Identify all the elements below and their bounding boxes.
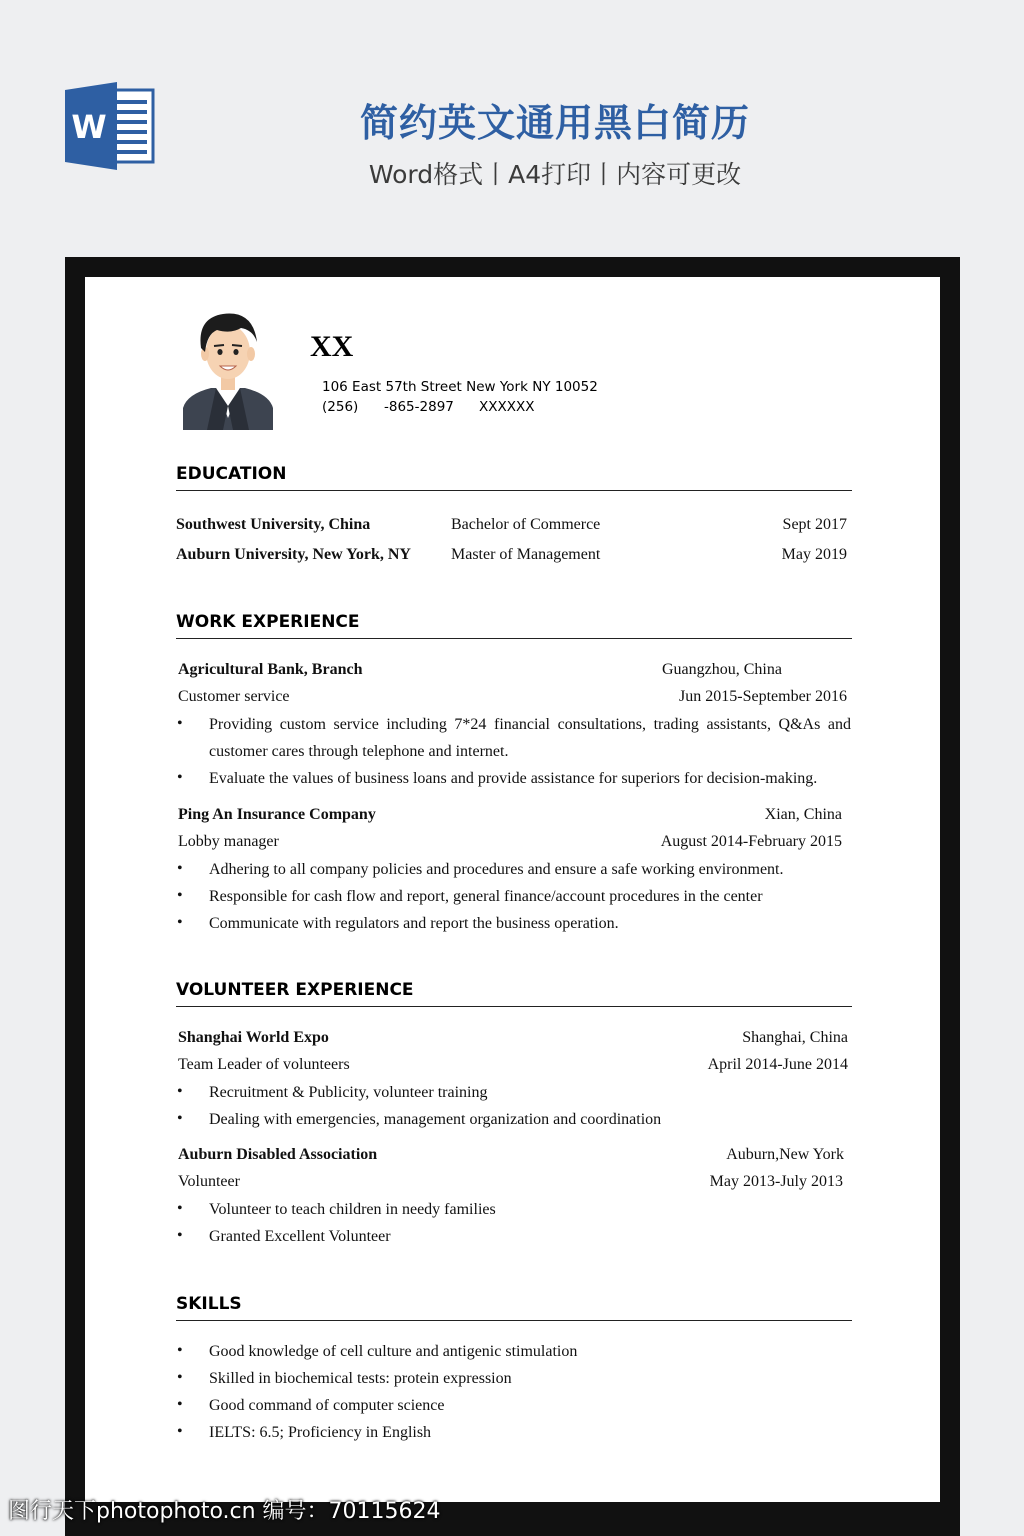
candidate-name: XX (310, 330, 354, 363)
bullet: • (177, 1423, 183, 1440)
job-bullet: Providing custom service including 7*24 financial consultations, trading assistants, Q&As and customer cares through telephone and internet. (209, 716, 851, 760)
volunteer-role: Team Leader of volunteers (178, 1056, 350, 1073)
edu-degree: Master of Management (451, 546, 601, 563)
edu-school: Auburn University, New York, NY (176, 546, 411, 563)
volunteer-org: Auburn Disabled Association (178, 1146, 378, 1163)
volunteer-bullet: Recruitment & Publicity, volunteer training (209, 1084, 488, 1101)
svg-text:W: W (71, 108, 107, 146)
bullet: • (177, 887, 183, 904)
job-bullet: Responsible for cash flow and report, general finance/account procedures in the center (209, 888, 763, 905)
bullet: • (177, 1200, 183, 1217)
skill-item: IELTS: 6.5; Proficiency in English (209, 1424, 432, 1441)
bullet: • (177, 1227, 183, 1244)
volunteer-org: Shanghai World Expo (178, 1029, 329, 1046)
email: XXXXXX (479, 399, 535, 415)
contact-line (322, 399, 535, 415)
work-section-header (176, 612, 852, 639)
job-role: Lobby manager (178, 833, 279, 850)
work-title: WORK EXPERIENCE (176, 612, 360, 632)
job-company: Ping An Insurance Company (178, 806, 376, 823)
volunteer-location: Auburn,New York (726, 1146, 844, 1163)
bullet: • (177, 860, 183, 877)
phone-area: (256) (322, 399, 359, 415)
education-title: EDUCATION (176, 464, 287, 484)
bullet: • (177, 1369, 183, 1386)
edu-school: Southwest University, China (176, 516, 371, 533)
edu-date: Sept 2017 (782, 516, 847, 533)
volunteer-section-header (176, 980, 852, 1007)
job-company: Agricultural Bank, Branch (178, 661, 363, 678)
skills-section-header (176, 1294, 852, 1321)
skill-item: Good command of computer science (209, 1397, 445, 1414)
bullet: • (177, 1083, 183, 1100)
banner-title: 简约英文通用黑白简历 (359, 101, 750, 145)
job-role: Customer service (178, 688, 290, 705)
phone-number: -865-2897 (384, 399, 454, 415)
volunteer-dates: May 2013-July 2013 (709, 1173, 843, 1190)
volunteer-role: Volunteer (178, 1173, 240, 1190)
job-bullet: Adhering to all company policies and procedures and ensure a safe working environment. (209, 861, 784, 878)
job-location: Guangzhou, China (662, 661, 782, 678)
bullet: • (177, 715, 183, 732)
avatar (183, 308, 273, 430)
edu-degree: Bachelor of Commerce (451, 516, 601, 533)
volunteer-dates: April 2014-June 2014 (707, 1056, 848, 1073)
volunteer-bullet: Volunteer to teach children in needy families (209, 1201, 496, 1218)
volunteer-bullet: Dealing with emergencies, management organization and coordination (209, 1111, 662, 1128)
education-section-header (176, 464, 852, 491)
bullet: • (177, 914, 183, 931)
bullet: • (177, 1110, 183, 1127)
skill-item: Skilled in biochemical tests: protein expression (209, 1370, 512, 1387)
volunteer-bullet: Granted Excellent Volunteer (209, 1228, 391, 1245)
banner-subtitle: Word格式丨A4打印丨内容可更改 (368, 160, 742, 189)
skill-item: Good knowledge of cell culture and antigenic stimulation (209, 1343, 578, 1360)
job-location: Xian, China (764, 806, 842, 823)
job-dates: August 2014-February 2015 (660, 833, 842, 850)
volunteer-title: VOLUNTEER EXPERIENCE (176, 980, 414, 1000)
address: 106 East 57th Street New York NY 10052 (322, 379, 598, 395)
bullet: • (177, 1396, 183, 1413)
skills-title: SKILLS (176, 1294, 242, 1314)
watermark: 图行天下photophoto.cn 编号：70115624 (8, 1499, 441, 1524)
bullet: • (177, 1342, 183, 1359)
word-icon (65, 82, 157, 170)
volunteer-location: Shanghai, China (742, 1029, 848, 1046)
job-bullet: Evaluate the values of business loans and provide assistance for superiors for decision-making. (209, 770, 818, 787)
edu-date: May 2019 (781, 546, 847, 563)
job-dates: Jun 2015-September 2016 (679, 688, 847, 705)
job-bullet: Communicate with regulators and report the business operation. (209, 915, 619, 932)
bullet: • (177, 769, 183, 786)
